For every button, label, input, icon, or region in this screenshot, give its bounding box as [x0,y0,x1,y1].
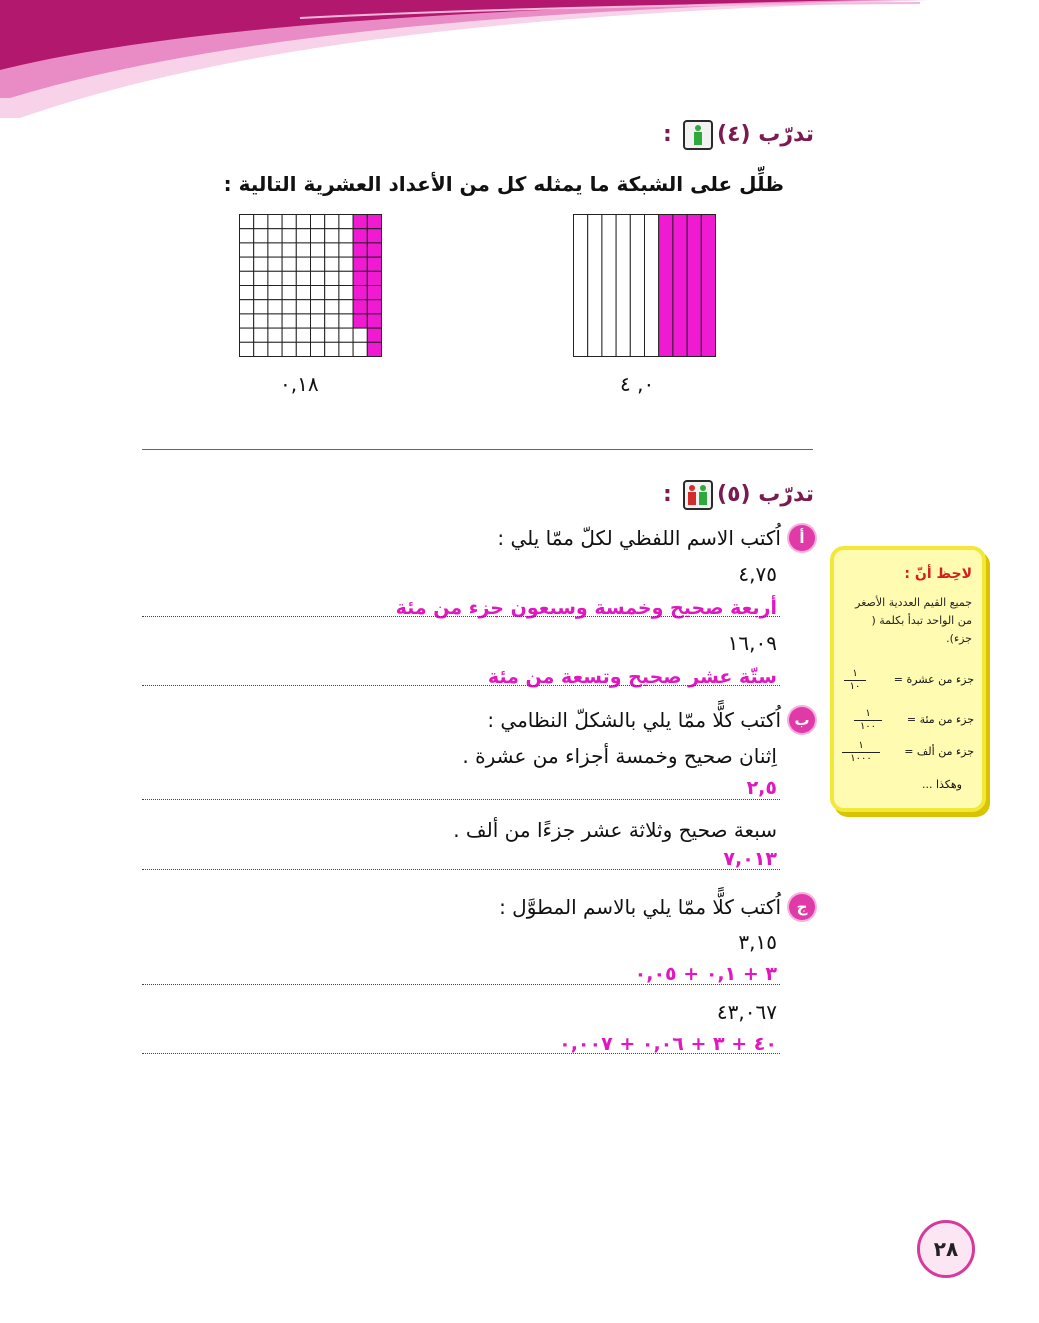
part-a-answer-1: أربعة صحيح وخمسة وسبعون جزء من مئة [395,597,777,619]
shaded-strip [701,215,715,357]
shaded-cell [367,229,381,243]
grid-cell [282,229,296,243]
shaded-strip [673,215,687,357]
shaded-cell [353,314,367,328]
grid-strip [616,215,630,357]
part-b-answer-2: ٧,٠١٣ [723,848,777,870]
grid-cell [339,286,353,300]
grid-cell [325,314,339,328]
note-row-thousandths [842,740,974,766]
part-a-value-1: ٤,٧٥ [738,562,777,586]
grid-cell [268,314,282,328]
answer-line [142,984,780,985]
note-row-label: جزء من مئة = [906,713,974,726]
shaded-cell [367,286,381,300]
grid-cell [339,342,353,356]
grid-cell [268,342,282,356]
grid-strip [602,215,616,357]
grid-cell [268,257,282,271]
grid-cell [240,257,254,271]
fraction [844,668,866,693]
grid-cell [254,271,268,285]
part-b-answer-1: ٢,٥ [746,777,777,799]
shaded-strip [659,215,673,357]
grid-cell [311,229,325,243]
grid-cell [282,328,296,342]
exercise5-colon: : [663,482,672,507]
grid-cell [339,229,353,243]
grid-cell [254,286,268,300]
answer-line [142,869,780,870]
grid-cell [339,271,353,285]
grid-cell [296,328,310,342]
grid-cell [325,257,339,271]
grid-cell [254,342,268,356]
fraction [854,708,882,733]
part-b-bullet: ب [789,707,815,733]
pair-learners-icon [683,480,713,510]
grid-cell [254,314,268,328]
grid-cell [268,243,282,257]
grid-cell [339,215,353,229]
shaded-cell [367,243,381,257]
note-body: جميع القيم العددية الأصغر من الواحد تبدأ بكلمة ( جزء). [855,596,972,645]
grid-cell [268,286,282,300]
grid-cell [296,314,310,328]
fraction-numerator: ١ [854,708,882,721]
people-icon [687,484,709,506]
grid-cell [339,314,353,328]
page-number-text: ٢٨ [933,1237,959,1261]
grid-strip [630,215,644,357]
grid-cell [268,271,282,285]
exercise4-instruction: ظلِّل على الشبكة ما يمثله كل من الأعداد العشرية التالية : [223,172,784,196]
grid-cell [311,300,325,314]
single-learner-icon [683,120,713,150]
shaded-cell [367,257,381,271]
shaded-cell [367,342,381,356]
grid-cell [282,300,296,314]
grid-cell [325,215,339,229]
grid-cell [339,257,353,271]
note-row-label: جزء من عشرة = [893,673,974,686]
answer-line [142,799,780,800]
grid-cell [282,342,296,356]
grid-cell [268,215,282,229]
shaded-cell [353,215,367,229]
shaded-cell [353,286,367,300]
shaded-cell [367,300,381,314]
grid-cell [339,243,353,257]
grid-cell [325,328,339,342]
note-box [830,546,986,812]
exercise4-title [717,122,814,147]
grid-strip [645,215,659,357]
grid-cell [296,229,310,243]
grid-cell [296,257,310,271]
exercise4-colon: : [663,122,672,147]
grid-cell [282,271,296,285]
grid-cell [296,342,310,356]
grid-cell [240,215,254,229]
grid-cell [268,229,282,243]
grid-cell [254,215,268,229]
grid-cell [296,243,310,257]
shaded-cell [367,271,381,285]
grid-cell [240,271,254,285]
exercise5-title-text: تدرّب (٥) [717,482,814,507]
grid-cell [296,300,310,314]
grid-cell [240,314,254,328]
grid-cell [296,215,310,229]
grid-hundredths-label: ٠,١٨ [280,372,319,396]
grid-strip [588,215,602,357]
person-green-icon [692,124,704,146]
note-row-label: جزء من ألف = [904,745,974,758]
grid-cell [325,243,339,257]
header-decoration [0,0,1039,130]
part-c-answer-2: ٤٠ + ٣ + ٠,٠٦ + ٠,٠٠٧ [559,1033,777,1055]
grid-cell [268,300,282,314]
exercise5-title [717,482,814,507]
grid-cell [325,229,339,243]
section-divider [142,449,813,450]
tenths-grid [573,214,717,358]
grid-cell [254,257,268,271]
grid-cell [311,342,325,356]
grid-cell [240,328,254,342]
grid-cell [254,328,268,342]
part-a-answer-2: ستّة عشر صحيح وتسعة من مئة [487,666,777,688]
grid-cell [240,300,254,314]
grid-cell [325,342,339,356]
grid-cell [296,286,310,300]
fraction-denominator: ١٠٠٠ [850,753,872,764]
grid-cell [240,286,254,300]
grid-cell [325,300,339,314]
shaded-cell [367,215,381,229]
grid-cell [254,300,268,314]
part-c-prompt: اُكتب كلًّا ممّا يلي بالاسم المطوَّل : [499,895,781,919]
part-c-answer-1: ٣ + ٠,١ + ٠,٠٥ [634,963,777,985]
grid-cell [311,271,325,285]
shaded-cell [353,257,367,271]
grid-cell [353,342,367,356]
grid-cell [254,229,268,243]
grid-cell [282,215,296,229]
part-b-prompt: اُكتب كلًّا ممّا يلي بالشكلّ النظامي : [487,708,781,732]
grid-cell [282,314,296,328]
note-row-tenths [842,668,974,694]
shaded-cell [367,314,381,328]
grid-cell [311,314,325,328]
grid-cell [311,243,325,257]
shaded-cell [353,271,367,285]
grid-strip [574,215,588,357]
part-a-prompt: اُكتب الاسم اللفظي لكلّ ممّا يلي : [497,526,781,550]
fraction-denominator: ١٠ [849,681,861,692]
grid-cell [282,243,296,257]
note-etc: وهكذا ... [921,778,962,791]
shaded-cell [353,300,367,314]
grid-cell [268,328,282,342]
grid-cell [254,243,268,257]
part-a-bullet: أ [789,525,815,551]
page-number [917,1220,975,1278]
answer-line [142,685,780,686]
shaded-cell [353,243,367,257]
note-title: لاحِظ أنّ : [904,566,972,582]
grid-cell [282,286,296,300]
part-c-value-2: ٤٣,٠٦٧ [716,1000,777,1024]
grid-cell [282,257,296,271]
part-b-value-2: سبعة صحيح وثلاثة عشر جزءًا من ألف . [453,818,777,842]
answer-line [142,616,780,617]
grid-cell [311,286,325,300]
grid-cell [240,229,254,243]
grid-tenths-label: ٠, ٤ [620,372,655,396]
shaded-cell [353,229,367,243]
grid-cell [296,271,310,285]
grid-cell [240,243,254,257]
answer-line [142,1053,780,1054]
grid-cell [339,300,353,314]
part-c-value-1: ٣,١٥ [738,930,777,954]
hundredths-grid [239,214,383,358]
grid-cell [311,328,325,342]
grid-cell [311,257,325,271]
grid-cell [325,271,339,285]
exercise4-title-text: تدرّب (٤) [717,122,814,147]
grid-cell [339,328,353,342]
fraction-denominator: ١٠٠ [859,721,877,732]
grid-cell [353,328,367,342]
fraction-numerator: ١ [842,740,880,753]
note-row-hundredths [842,708,974,734]
part-b-value-1: اِثنان صحيح وخمسة أجزاء من عشرة . [462,744,777,768]
shaded-strip [687,215,701,357]
part-c-bullet: ج [789,894,815,920]
grid-cell [311,215,325,229]
grid-cell [240,342,254,356]
grid-cell [325,286,339,300]
fraction [842,740,880,765]
fraction-numerator: ١ [844,668,866,681]
part-a-value-2: ١٦,٠٩ [727,631,777,655]
shaded-cell [367,328,381,342]
